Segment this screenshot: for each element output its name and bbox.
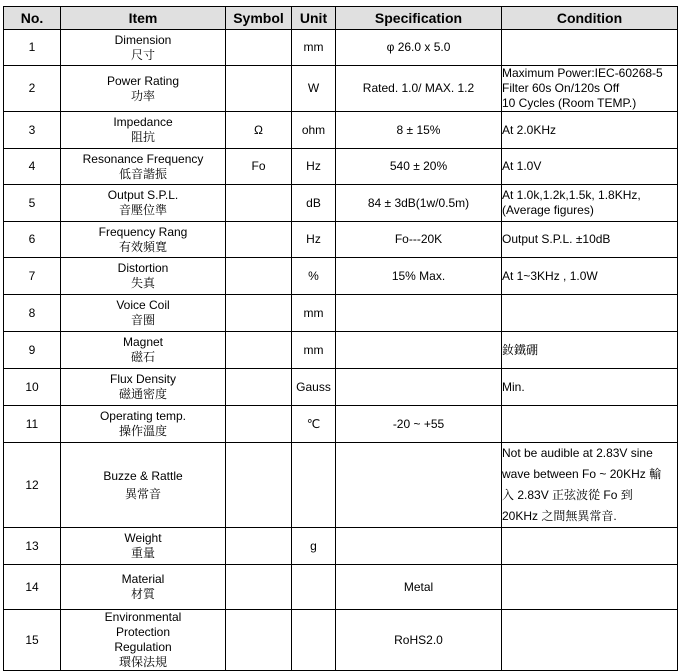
unit-cell xyxy=(292,565,336,610)
item-name-zh: 環保法規 xyxy=(118,655,167,669)
condition-line: At 1.0k,1.2k,1.5k, 1.8KHz, xyxy=(502,188,641,202)
row-number: 2 xyxy=(4,66,61,112)
unit-cell: g xyxy=(292,528,336,565)
symbol-cell xyxy=(226,528,292,565)
unit-cell: ℃ xyxy=(292,406,336,443)
condition-cell xyxy=(502,443,678,528)
unit-cell: % xyxy=(292,258,336,295)
specification-cell: Metal xyxy=(336,565,502,610)
condition-cell xyxy=(502,30,678,66)
condition-cell xyxy=(502,406,678,443)
item-name-en: Frequency Rang xyxy=(98,224,188,239)
header-row xyxy=(4,7,678,30)
item-name-en: Flux Density xyxy=(109,372,177,386)
specification-cell: Rated. 1.0/ MAX. 1.2 xyxy=(336,66,502,112)
condition-line: wave between Fo ~ 20KHz 輸 xyxy=(502,467,662,481)
symbol-cell xyxy=(226,30,292,66)
symbol-cell xyxy=(226,610,292,671)
condition-line: Filter 60s On/120s Off xyxy=(502,81,620,95)
row-number: 12 xyxy=(4,443,61,528)
specification-cell xyxy=(336,332,502,369)
row-number: 8 xyxy=(4,295,61,332)
condition-line: (Average figures) xyxy=(502,203,594,217)
condition-cell xyxy=(502,369,678,406)
item-name-zh: 尺寸 xyxy=(130,47,155,62)
unit-cell: mm xyxy=(292,30,336,66)
specification-cell xyxy=(336,295,502,332)
item-cell xyxy=(61,406,226,443)
item-name-en: Distortion xyxy=(117,261,169,275)
item-name-zh: 磁石 xyxy=(130,350,155,364)
condition-line: 釹鐵硼 xyxy=(502,342,539,357)
specification-cell xyxy=(336,443,502,528)
symbol-cell xyxy=(226,66,292,112)
row-number: 5 xyxy=(4,185,61,222)
condition-line: Maximum Power:IEC-60268-5 xyxy=(502,66,663,80)
condition-cell xyxy=(502,295,678,332)
symbol-cell xyxy=(226,565,292,610)
header-item: Item xyxy=(61,7,226,30)
table-row xyxy=(4,295,678,332)
table-row xyxy=(4,610,678,671)
unit-cell: ohm xyxy=(292,112,336,149)
item-name-en: Impedance xyxy=(113,115,173,129)
item-cell xyxy=(61,185,226,222)
row-number: 13 xyxy=(4,528,61,565)
unit-cell xyxy=(292,610,336,671)
table-row xyxy=(4,443,678,528)
symbol-cell: Ω xyxy=(226,112,292,149)
condition-line: 20KHz 之間無異常音. xyxy=(502,509,617,523)
item-name-zh: 音壓位準 xyxy=(118,203,167,217)
table-row xyxy=(4,565,678,610)
item-cell xyxy=(61,295,226,332)
symbol-cell xyxy=(226,332,292,369)
table-row xyxy=(4,406,678,443)
row-number: 4 xyxy=(4,149,61,185)
table-row xyxy=(4,258,678,295)
header-symbol: Symbol xyxy=(226,7,292,30)
specification-cell xyxy=(336,528,502,565)
symbol-cell xyxy=(226,443,292,528)
header-no: No. xyxy=(4,7,61,30)
specification-cell xyxy=(336,369,502,406)
symbol-cell xyxy=(226,258,292,295)
item-cell xyxy=(61,66,226,112)
table-row xyxy=(4,30,678,66)
symbol-cell xyxy=(226,185,292,222)
specification-cell: -20 ~ +55 xyxy=(336,406,502,443)
condition-cell xyxy=(502,112,678,149)
row-number: 6 xyxy=(4,222,61,258)
table-row xyxy=(4,222,678,258)
item-name-zh: 磁通密度 xyxy=(118,387,167,401)
header-specification: Specification xyxy=(336,7,502,30)
table-row xyxy=(4,149,678,185)
item-name-zh: 有效頻寬 xyxy=(118,239,167,254)
condition-line: At 1~3KHz , 1.0W xyxy=(502,268,598,283)
item-name-zh: 操作溫度 xyxy=(118,424,167,438)
item-cell xyxy=(61,565,226,610)
condition-cell xyxy=(502,149,678,185)
symbol-cell xyxy=(226,222,292,258)
table-row xyxy=(4,185,678,222)
specification-cell: φ 26.0 x 5.0 xyxy=(336,30,502,66)
unit-cell: W xyxy=(292,66,336,112)
specification-cell: 15% Max. xyxy=(336,258,502,295)
condition-line: 入 2.83V 正弦波從 Fo 到 xyxy=(502,488,633,502)
item-name-en: Buzze & Rattle xyxy=(103,468,183,483)
unit-cell: mm xyxy=(292,332,336,369)
specification-cell: 8 ± 15% xyxy=(336,112,502,149)
condition-line: At 1.0V xyxy=(502,159,542,173)
unit-cell: Gauss xyxy=(292,369,336,406)
item-cell xyxy=(61,528,226,565)
item-name-en: Magnet xyxy=(122,335,164,349)
row-number: 15 xyxy=(4,610,61,671)
table-row xyxy=(4,528,678,565)
table-row xyxy=(4,332,678,369)
item-name-zh: 低音諧振 xyxy=(118,166,167,181)
item-name-zh: 異常音 xyxy=(124,486,161,501)
item-cell xyxy=(61,258,226,295)
item-cell xyxy=(61,369,226,406)
unit-cell: Hz xyxy=(292,222,336,258)
condition-line: 10 Cycles (Room TEMP.) xyxy=(502,96,637,110)
symbol-cell: Fo xyxy=(226,149,292,185)
condition-cell xyxy=(502,332,678,369)
item-cell xyxy=(61,332,226,369)
specification-cell: 540 ± 20% xyxy=(336,149,502,185)
table-row xyxy=(4,112,678,149)
condition-cell xyxy=(502,222,678,258)
item-cell xyxy=(61,443,226,528)
row-number: 14 xyxy=(4,565,61,610)
condition-line: Not be audible at 2.83V sine xyxy=(502,446,653,460)
item-name-en: Voice Coil xyxy=(116,298,170,312)
item-name-zh: 音圈 xyxy=(130,313,155,327)
condition-cell xyxy=(502,610,678,671)
item-name-zh: 功率 xyxy=(130,88,155,103)
unit-cell xyxy=(292,443,336,528)
item-name-en: Dimension xyxy=(114,32,172,47)
row-number: 10 xyxy=(4,369,61,406)
row-number: 3 xyxy=(4,112,61,149)
item-name-en: Resonance Frequency xyxy=(82,151,204,166)
condition-line: Min. xyxy=(502,379,525,394)
specification-table xyxy=(3,6,678,671)
condition-cell xyxy=(502,66,678,112)
item-cell xyxy=(61,112,226,149)
table-row xyxy=(4,66,678,112)
item-cell xyxy=(61,222,226,258)
specification-cell: RoHS2.0 xyxy=(336,610,502,671)
condition-cell xyxy=(502,258,678,295)
item-name-en: Material xyxy=(121,572,165,586)
specification-cell: 84 ± 3dB(1w/0.5m) xyxy=(336,185,502,222)
item-name-zh: 重量 xyxy=(130,546,155,560)
header-unit: Unit xyxy=(292,7,336,30)
item-name-zh: 失真 xyxy=(130,276,155,290)
unit-cell: mm xyxy=(292,295,336,332)
item-name-en: Environmental Protection Regulation xyxy=(104,610,182,654)
condition-cell xyxy=(502,528,678,565)
item-name-zh: 材質 xyxy=(130,587,155,601)
condition-cell xyxy=(502,185,678,222)
row-number: 9 xyxy=(4,332,61,369)
header-condition: Condition xyxy=(502,7,678,30)
row-number: 11 xyxy=(4,406,61,443)
item-cell xyxy=(61,610,226,671)
symbol-cell xyxy=(226,406,292,443)
item-name-en: Weight xyxy=(124,531,162,545)
item-name-en: Output S.P.L. xyxy=(107,188,179,202)
table-row xyxy=(4,369,678,406)
item-name-en: Operating temp. xyxy=(99,409,187,423)
item-name-zh: 阻抗 xyxy=(130,130,155,144)
condition-cell xyxy=(502,565,678,610)
symbol-cell xyxy=(226,295,292,332)
item-name-en: Power Rating xyxy=(106,73,180,88)
condition-line: Output S.P.L. ±10dB xyxy=(502,232,611,246)
unit-cell: dB xyxy=(292,185,336,222)
specification-cell: Fo---20K xyxy=(336,222,502,258)
row-number: 1 xyxy=(4,30,61,66)
condition-line: At 2.0KHz xyxy=(502,122,557,137)
unit-cell: Hz xyxy=(292,149,336,185)
item-cell xyxy=(61,30,226,66)
item-cell xyxy=(61,149,226,185)
symbol-cell xyxy=(226,369,292,406)
row-number: 7 xyxy=(4,258,61,295)
